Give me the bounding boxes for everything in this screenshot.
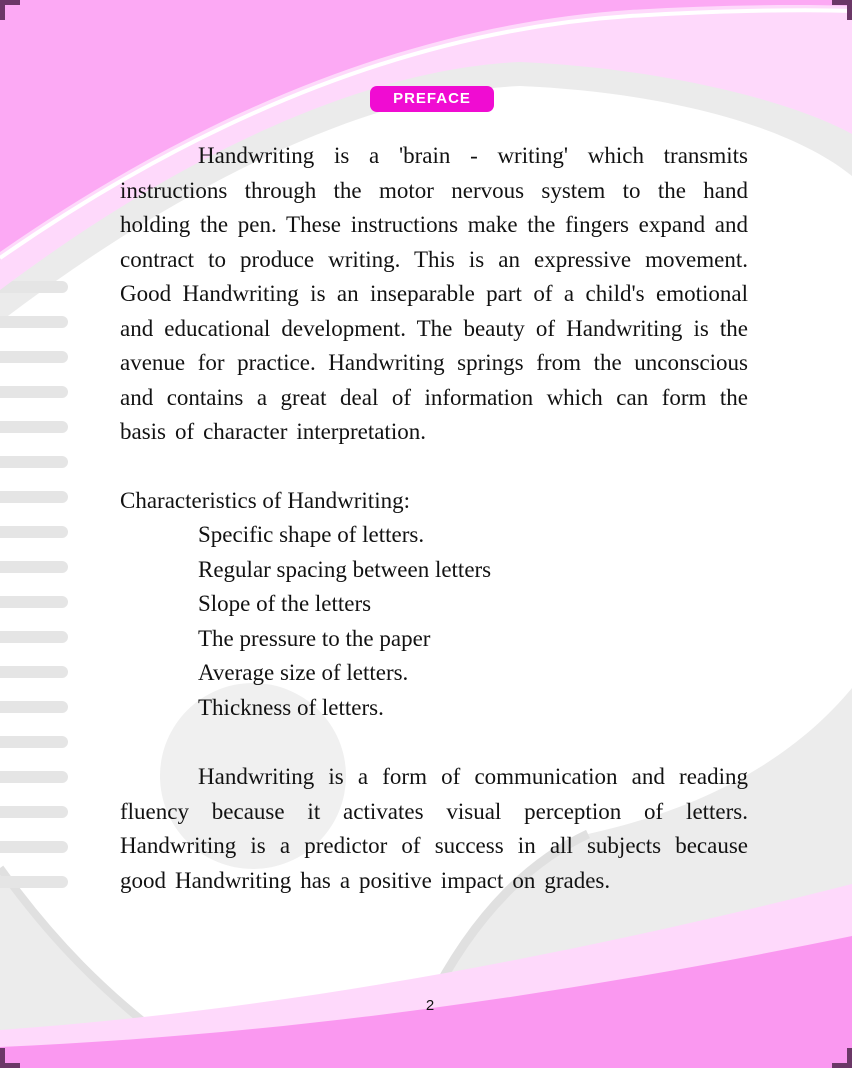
characteristic-item: Slope of the letters [198, 591, 372, 616]
preface-badge: PREFACE [370, 86, 494, 112]
characteristic-item: Regular spacing between letters [198, 556, 492, 582]
characteristic-item: Specific shape of letters. [198, 522, 425, 547]
corner-mark-bottom-left [0, 1048, 20, 1068]
paragraph-intro: Handwriting is a 'brain - writing' which transmits instructions through the motor nervous system to the hand holding the pen. These instructions make the fingers expand and contract to produce writing. This is an expressive movement. Good Handwriting is an inseparable part of a child's emotional and educational development. The beauty of Handwriting is the avenue for practice. Handwriting springs from the unconscious and contains a great deal of information which can form the basis of character interpretation. [120, 143, 748, 444]
section-heading: Characteristics of Handwriting: [120, 488, 410, 513]
characteristics-list [198, 518, 748, 725]
page-number: 2 [425, 997, 435, 1014]
characteristic-item: Thickness of letters. [198, 694, 384, 720]
corner-mark-top-left [0, 0, 20, 20]
corner-mark-bottom-right [832, 1048, 852, 1068]
corner-mark-top-right [832, 0, 852, 20]
paragraph-conclusion: Handwriting is a form of communication and reading fluency because it activates visual perception of letters. Handwriting is a predictor of success in all subjects because good Handwriting has a positive impact on grades. [120, 764, 748, 893]
characteristic-item: The pressure to the paper [198, 625, 431, 651]
characteristic-item: Average size of letters. [198, 660, 409, 685]
